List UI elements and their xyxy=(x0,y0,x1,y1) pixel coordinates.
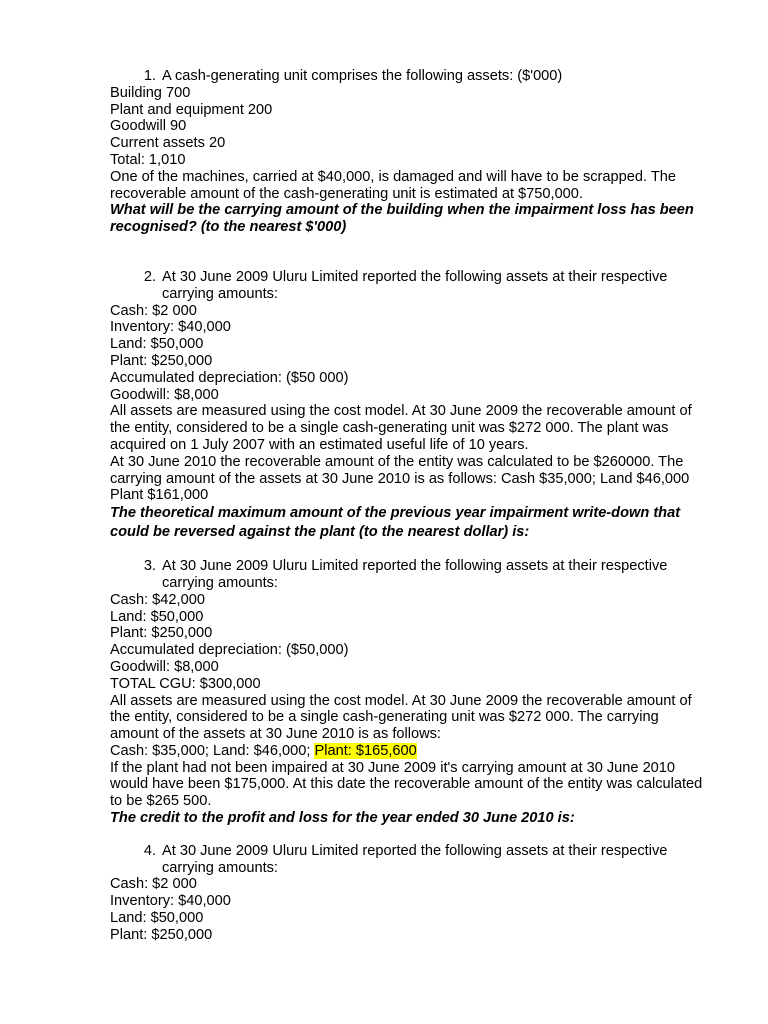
asset-line: Cash: $2 000 xyxy=(110,876,197,893)
carrying-amounts-line xyxy=(110,743,710,760)
asset-line: Total: 1,010 xyxy=(110,151,186,168)
asset-line: Accumulated depreciation: ($50,000) xyxy=(110,642,349,659)
asset-line: Plant: $250,000 xyxy=(110,625,213,642)
question-header xyxy=(110,269,710,303)
question-body: All assets are measured using the cost model. At 30 June 2009 the recoverable amount of the entity, considered to be a single cash-generating unit was $272 000. The plant was acquired on 1 July 2007 with an estimated useful life of 10 years. xyxy=(110,403,692,453)
asset-line: Land: $50,000 xyxy=(110,608,204,625)
asset-line: Cash: $42,000 xyxy=(110,591,205,608)
question-3 xyxy=(110,558,710,827)
asset-line: Building 700 xyxy=(110,84,191,101)
question-body: All assets are measured using the cost model. At 30 June 2009 the recoverable amount of the entity, considered to be a single cash-generating unit was $272 000. The carrying amount of the assets at 30 June 2010 is as follows: xyxy=(110,692,692,743)
question-intro: At 30 June 2009 Uluru Limited reported the following assets at their respective carrying amounts: xyxy=(162,268,668,302)
asset-line: Goodwill: $8,000 xyxy=(110,658,219,675)
question-prompt: The theoretical maximum amount of the previous year impairment write-down that could be reversed against the plant (to the nearest dollar) is: xyxy=(110,505,681,541)
asset-line: Plant and equipment 200 xyxy=(110,101,273,118)
carrying-amounts-text: Cash: $35,000; Land: $46,000; xyxy=(110,742,315,759)
asset-line: Goodwill: $8,000 xyxy=(110,386,219,403)
asset-line: Inventory: $40,000 xyxy=(110,319,231,336)
asset-line: Land: $50,000 xyxy=(110,336,204,353)
asset-line: Current assets 20 xyxy=(110,135,226,152)
question-body-2: If the plant had not been impaired at 30 June 2009 it's carrying amount at 30 June 2010 would have been $175,000. At this date the recoverable amount of the entity was calculated to be $265 500. xyxy=(110,759,703,810)
question-4 xyxy=(110,843,710,944)
question-intro: A cash-generating unit comprises the following assets: ($'000) xyxy=(162,68,563,84)
asset-line: Inventory: $40,000 xyxy=(110,893,231,910)
asset-line: Cash: $2 000 xyxy=(110,302,197,319)
question-number: 1. xyxy=(143,68,156,84)
asset-line: Accumulated depreciation: ($50 000) xyxy=(110,369,349,386)
question-number: 2. xyxy=(143,268,156,285)
question-1 xyxy=(110,68,710,236)
asset-line: Plant: $250,000 xyxy=(110,926,213,943)
question-body-2: At 30 June 2010 the recoverable amount of the entity was calculated to be $260000. The carrying amount of the assets at 30 June 2010 is as follows: Cash $35,000; Land $46,000 Plant $161,000 xyxy=(110,453,690,504)
document-page xyxy=(110,68,710,944)
question-number: 4. xyxy=(143,842,156,859)
highlighted-plant-amount: Plant: $165,600 xyxy=(314,742,417,759)
asset-line: Land: $50,000 xyxy=(110,910,204,927)
question-2 xyxy=(110,269,710,542)
question-prompt: The credit to the profit and loss for the year ended 30 June 2010 is: xyxy=(110,810,575,827)
asset-line: Plant: $250,000 xyxy=(110,352,213,369)
asset-line: TOTAL CGU: $300,000 xyxy=(110,675,261,692)
question-prompt: What will be the carrying amount of the building when the impairment loss has been recognised? (to the nearest $'000) xyxy=(110,202,694,236)
question-intro: At 30 June 2009 Uluru Limited reported the following assets at their respective carrying amounts: xyxy=(162,558,668,591)
question-body: One of the machines, carried at $40,000, is damaged and will have to be scrapped. The recoverable amount of the cash-generating unit is estimated at $750,000. xyxy=(110,168,676,202)
asset-line: Goodwill 90 xyxy=(110,118,187,135)
question-header xyxy=(110,843,710,877)
question-number: 3. xyxy=(143,558,156,575)
question-header xyxy=(110,558,710,592)
question-header xyxy=(110,68,710,85)
question-intro: At 30 June 2009 Uluru Limited reported the following assets at their respective carrying amounts: xyxy=(162,842,668,876)
